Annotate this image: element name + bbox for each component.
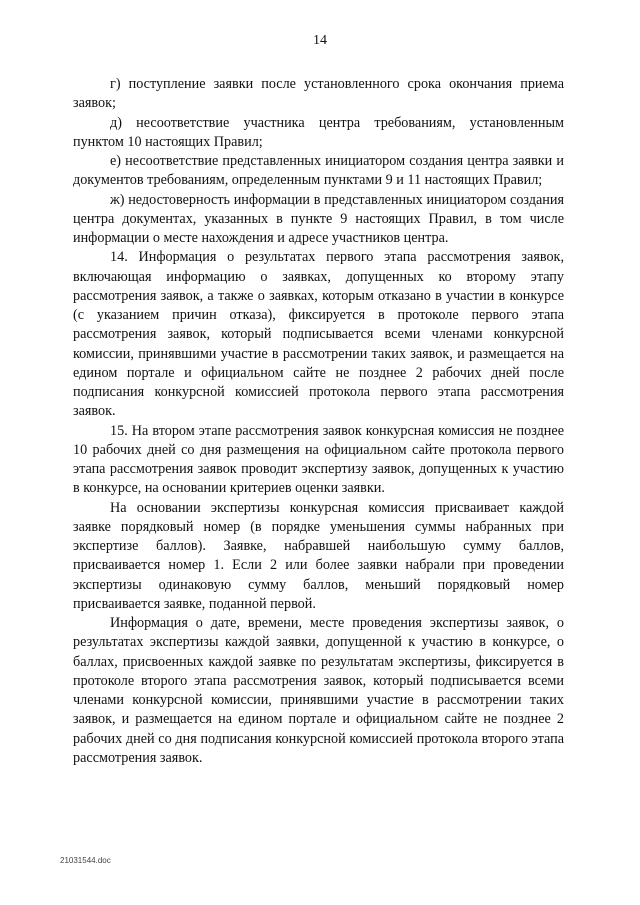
paragraph-item-d: д) несоответствие участника центра требованиям, установленным пунктом 10 настоящих Правил;: [73, 114, 564, 150]
page-number: 14: [313, 33, 327, 48]
paragraph-item-g: г) поступление заявки после установленного срока окончания приема заявок;: [73, 76, 564, 112]
paragraph-clause-14: 14. Информация о результатах первого этапа рассмотрения заявок, включающая информацию о заявках, допущенных ко второму этапу рассмотрения заявок, а также о заявках, которым отказано в участии в конкурсе (с указанием причин отказа), фиксируется в протоколе первого этапа рассмотрения заявок, который подписывается всеми членами конкурсной комиссии, принявшими участие в рассмотрении таких заявок, и размещается на едином портале и официальном сайте не позднее 2 рабочих дней после подписания конкурсной комиссией протокола первого этапа рассмотрения заявок.: [73, 249, 564, 420]
document-body: [73, 75, 564, 768]
paragraph-ranking: На основании экспертизы конкурсная комиссия присваивает каждой заявке порядковый номер (в порядке уменьшения суммы набранных при экспертизе баллов). Заявке, набравшей наибольшую сумму баллов, присваивается номер 1. Если 2 или более заявки набрали при проведении экспертизы одинаковую сумму баллов, меньший порядковый номер присваивается заявке, поданной первой.: [73, 499, 564, 612]
paragraph-protocol-info: Информация о дате, времени, месте проведения экспертизы заявок, о результатах экспертизы каждой заявки, допущенной к участию в конкурсе, о баллах, присвоенных каждой заявке по результатам экспертизы, фиксируется в протоколе второго этапа рассмотрения заявок, который подписывается всеми членами конкурсной комиссии, принявшими участие в рассмотрении таких заявок, и размещается на едином портале и официальном сайте не позднее 2 рабочих дней со дня подписания конкурсной комиссией протокола второго этапа рассмотрения заявок.: [73, 615, 564, 766]
paragraph-item-zh: ж) недостоверность информации в представленных инициатором создания центра документах, указанных в пункте 9 настоящих Правил, в том числе информации о месте нахождения и адресе участников центра.: [73, 191, 564, 246]
paragraph-clause-15: 15. На втором этапе рассмотрения заявок конкурсная комиссия не позднее 10 рабочих дней со дня размещения на официальном сайте протокола первого этапа рассмотрения заявок проводит экспертизу заявок, допущенных к участию в конкурсе, на основании критериев оценки заявки.: [73, 422, 564, 497]
document-file-code: 21031544.doc: [60, 856, 111, 865]
paragraph-item-e: е) несоответствие представленных инициатором создания центра заявки и документов требованиям, определенным пунктами 9 и 11 настоящих Правил;: [73, 153, 564, 189]
